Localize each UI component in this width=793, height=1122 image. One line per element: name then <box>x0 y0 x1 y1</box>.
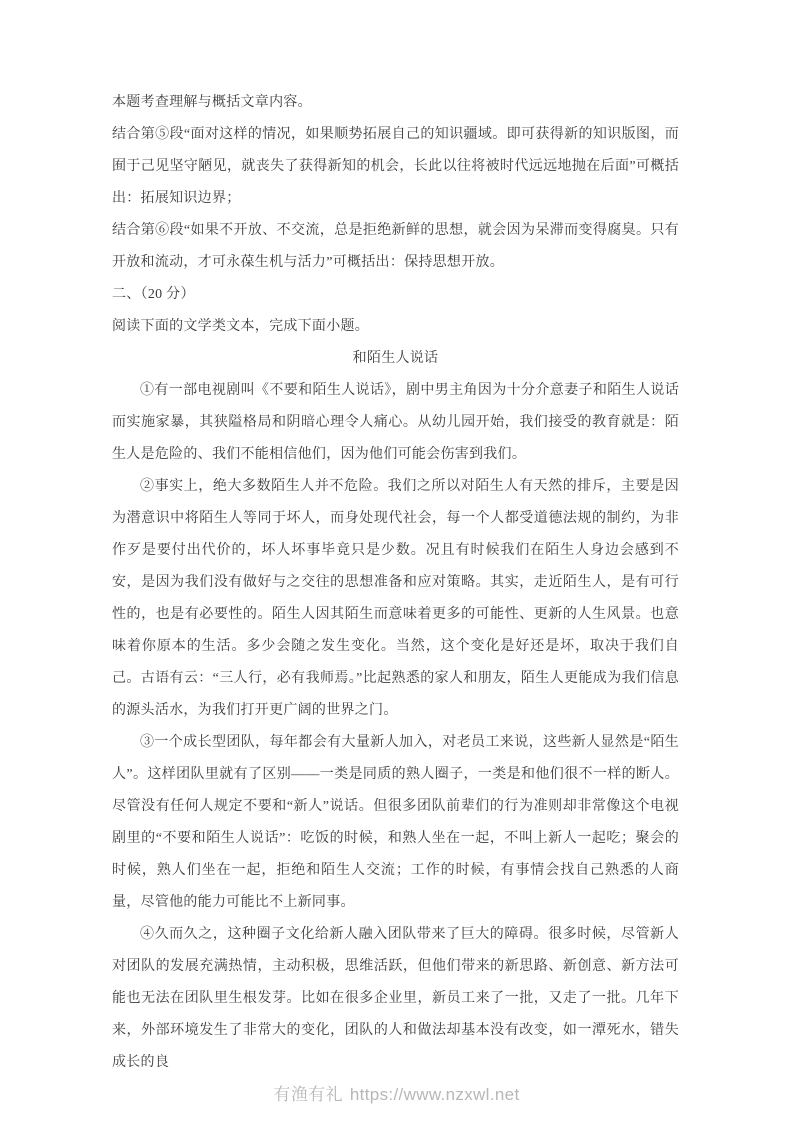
article-paragraph-1: ①有一部电视剧叫《不要和陌生人说话》，剧中男主角因为十分介意妻子和陌生人说话而实施家暴，其狭隘格局和阴暗心理令人痛心。从幼儿园开始，我们接受的教育就是：陌生人是危险的、我们不能相信他们，因为他们可能会伤害到我们。 <box>112 383 679 462</box>
article-paragraph-2: ②事实上，绝大多数陌生人并不危险。我们之所以对陌生人有天然的排斥，主要是因为潜意识中将陌生人等同于坏人，而身处现代社会，每一个人都受道德法规的制约，为非作歹是要付出代价的，坏人坏事毕竟只是少数。况且有时候我们在陌生人身边会感到不安，是因为我们没有做好与之交往的思想准备和应对策略。其实，走近陌生人，是有可行性的，也是有必要性的。陌生人因其陌生而意味着更多的可能性、更新的人生风景。也意味着你原本的生活。多少会随之发生变化。当然，这个变化是好还是坏，取决于我们自己。古语有云：“三人行，必有我师焉。”比起熟悉的家人和朋友，陌生人更能成为我们信息的源头活水，为我们打开更广阔的世界之门。 <box>112 479 679 718</box>
document-body <box>112 87 679 1079</box>
watermark-url: https://www.nzxwl.net <box>349 1085 520 1104</box>
watermark-site-name: 有渔有礼 <box>273 1085 343 1104</box>
section-heading: 二、（20 分） <box>112 287 195 302</box>
answer-explanation-line: 本题考查理解与概括文章内容。 <box>112 95 312 110</box>
reading-instruction: 阅读下面的文学类文本，完成下面小题。 <box>112 319 370 334</box>
article-title: 和陌生人说话 <box>352 351 439 366</box>
article-paragraph-3: ③一个成长型团队，每年都会有大量新人加入，对老员工来说，这些新人显然是“陌生人”。这样团队里就有了区别——一类是同质的熟人圈子，一类是和他们很不一样的断人。尽管没有任何人规定不要和“新人”说话。但很多团队前辈们的行为准则却非常像这个电视剧里的“不要和陌生人说话”：吃饭的时候，和熟人坐在一起，不叫上新人一起吃；聚会的时候，熟人们坐在一起，拒绝和陌生人交流；工作的时候，有事情会找自己熟悉的人商量，尽管他的能力可能比不上新同事。 <box>112 735 679 910</box>
answer-explanation-line: 结合第⑥段“如果不开放、不交流，总是拒绝新鲜的思想，就会因为呆滞而变得腐臭。只有开放和流动，才可永葆生机与活力”可概括出：保持思想开放。 <box>112 223 679 270</box>
article-paragraph-4: ④久而久之，这种圈子文化给新人融入团队带来了巨大的障碍。很多时候，尽管新人对团队的发展充满热情，主动积极，思维活跃，但他们带来的新思路、新创意、新方法可能也无法在团队里生根发芽。比如在很多企业里，新员工来了一批，又走了一批。几年下来，外部环境发生了非常大的变化，团队的人和做法却基本没有改变，如一潭死水，错失成长的良 <box>112 927 679 1070</box>
answer-explanation-line: 结合第⑤段“面对这样的情况，如果顺势拓展自己的知识疆域。即可获得新的知识版图，而囿于己见坚守陋见，就丧失了获得新知的机会，长此以往将被时代远远地抛在后面”可概括出：拓展知识边界； <box>112 127 679 206</box>
watermark-footer <box>0 1084 793 1106</box>
